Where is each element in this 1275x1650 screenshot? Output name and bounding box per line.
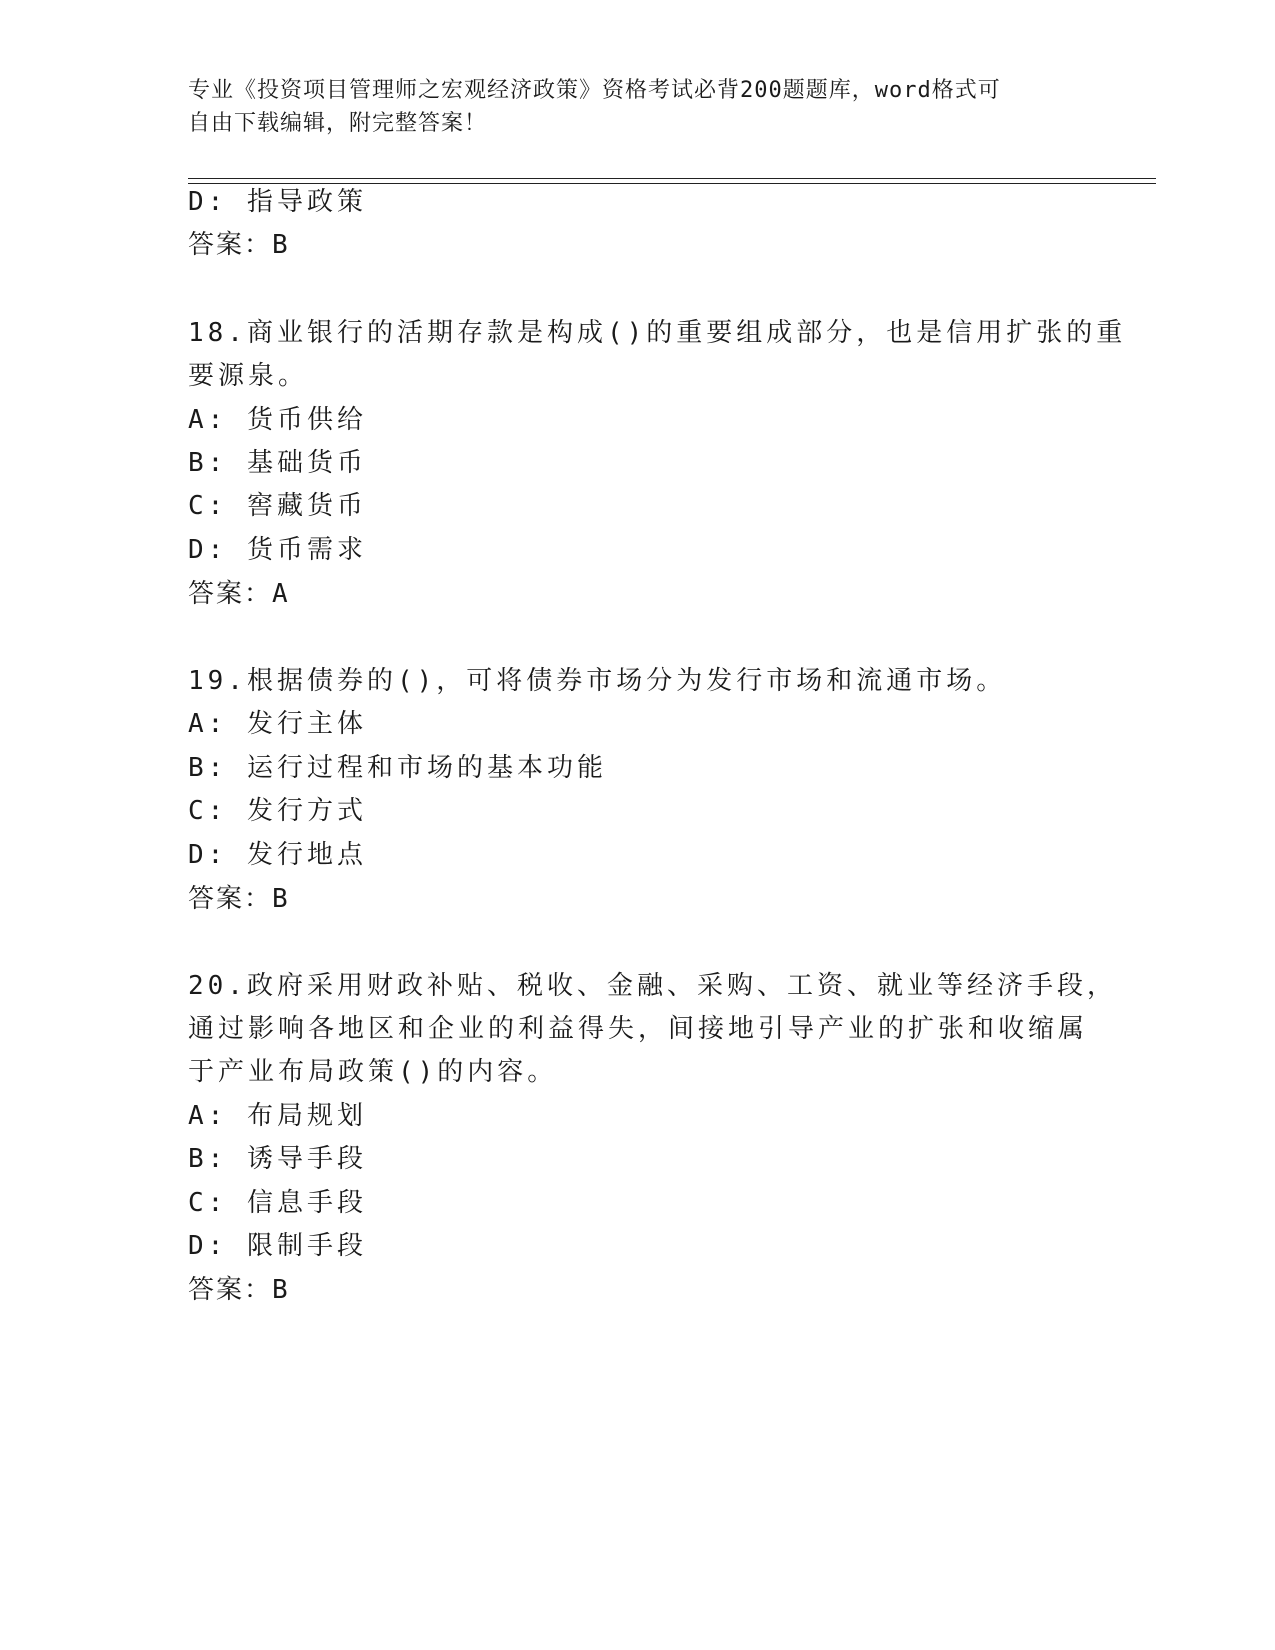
answer: 答案：B xyxy=(188,884,290,914)
question-text: 通过影响各地区和企业的利益得失，间接地引导产业的扩张和收缩属 xyxy=(188,1014,1089,1044)
option-c: C: 信息手段 xyxy=(188,1188,367,1218)
question-text: 20.政府采用财政补贴、税收、金融、采购、工资、就业等经济手段， xyxy=(188,971,1117,1001)
header-line-2: 自由下载编辑，附完整答案！ xyxy=(188,111,488,136)
option-d: D: 发行地点 xyxy=(188,840,367,870)
option-b: B: 基础货币 xyxy=(188,448,367,478)
option-a: A: 布局规划 xyxy=(188,1101,367,1131)
option-a: A: 货币供给 xyxy=(188,405,367,435)
option-c: C: 窖藏货币 xyxy=(188,491,367,521)
answer: 答案：A xyxy=(188,579,290,609)
question-text: 要源泉。 xyxy=(188,361,309,391)
question-text: 于产业布局政策()的内容。 xyxy=(188,1057,558,1087)
header-divider-top xyxy=(188,178,1156,179)
prev-answer: 答案：B xyxy=(188,230,290,260)
header-line-1: 专业《投资项目管理师之宏观经济政策》资格考试必背200题题库，word格式可 xyxy=(188,78,1001,103)
question-text: 18.商业银行的活期存款是构成()的重要组成部分，也是信用扩张的重 xyxy=(188,318,1127,348)
question-text: 19.根据债券的()，可将债券市场分为发行市场和流通市场。 xyxy=(188,666,1007,696)
option-b: B: 诱导手段 xyxy=(188,1144,367,1174)
option-a: A: 发行主体 xyxy=(188,709,367,739)
option-b: B: 运行过程和市场的基本功能 xyxy=(188,753,607,783)
option-d: D: 限制手段 xyxy=(188,1231,367,1261)
answer: 答案：B xyxy=(188,1275,290,1305)
document-header xyxy=(188,74,1068,140)
option-d: D: 货币需求 xyxy=(188,535,367,565)
option-c: C: 发行方式 xyxy=(188,796,367,826)
prev-option-d: D: 指导政策 xyxy=(188,187,367,217)
